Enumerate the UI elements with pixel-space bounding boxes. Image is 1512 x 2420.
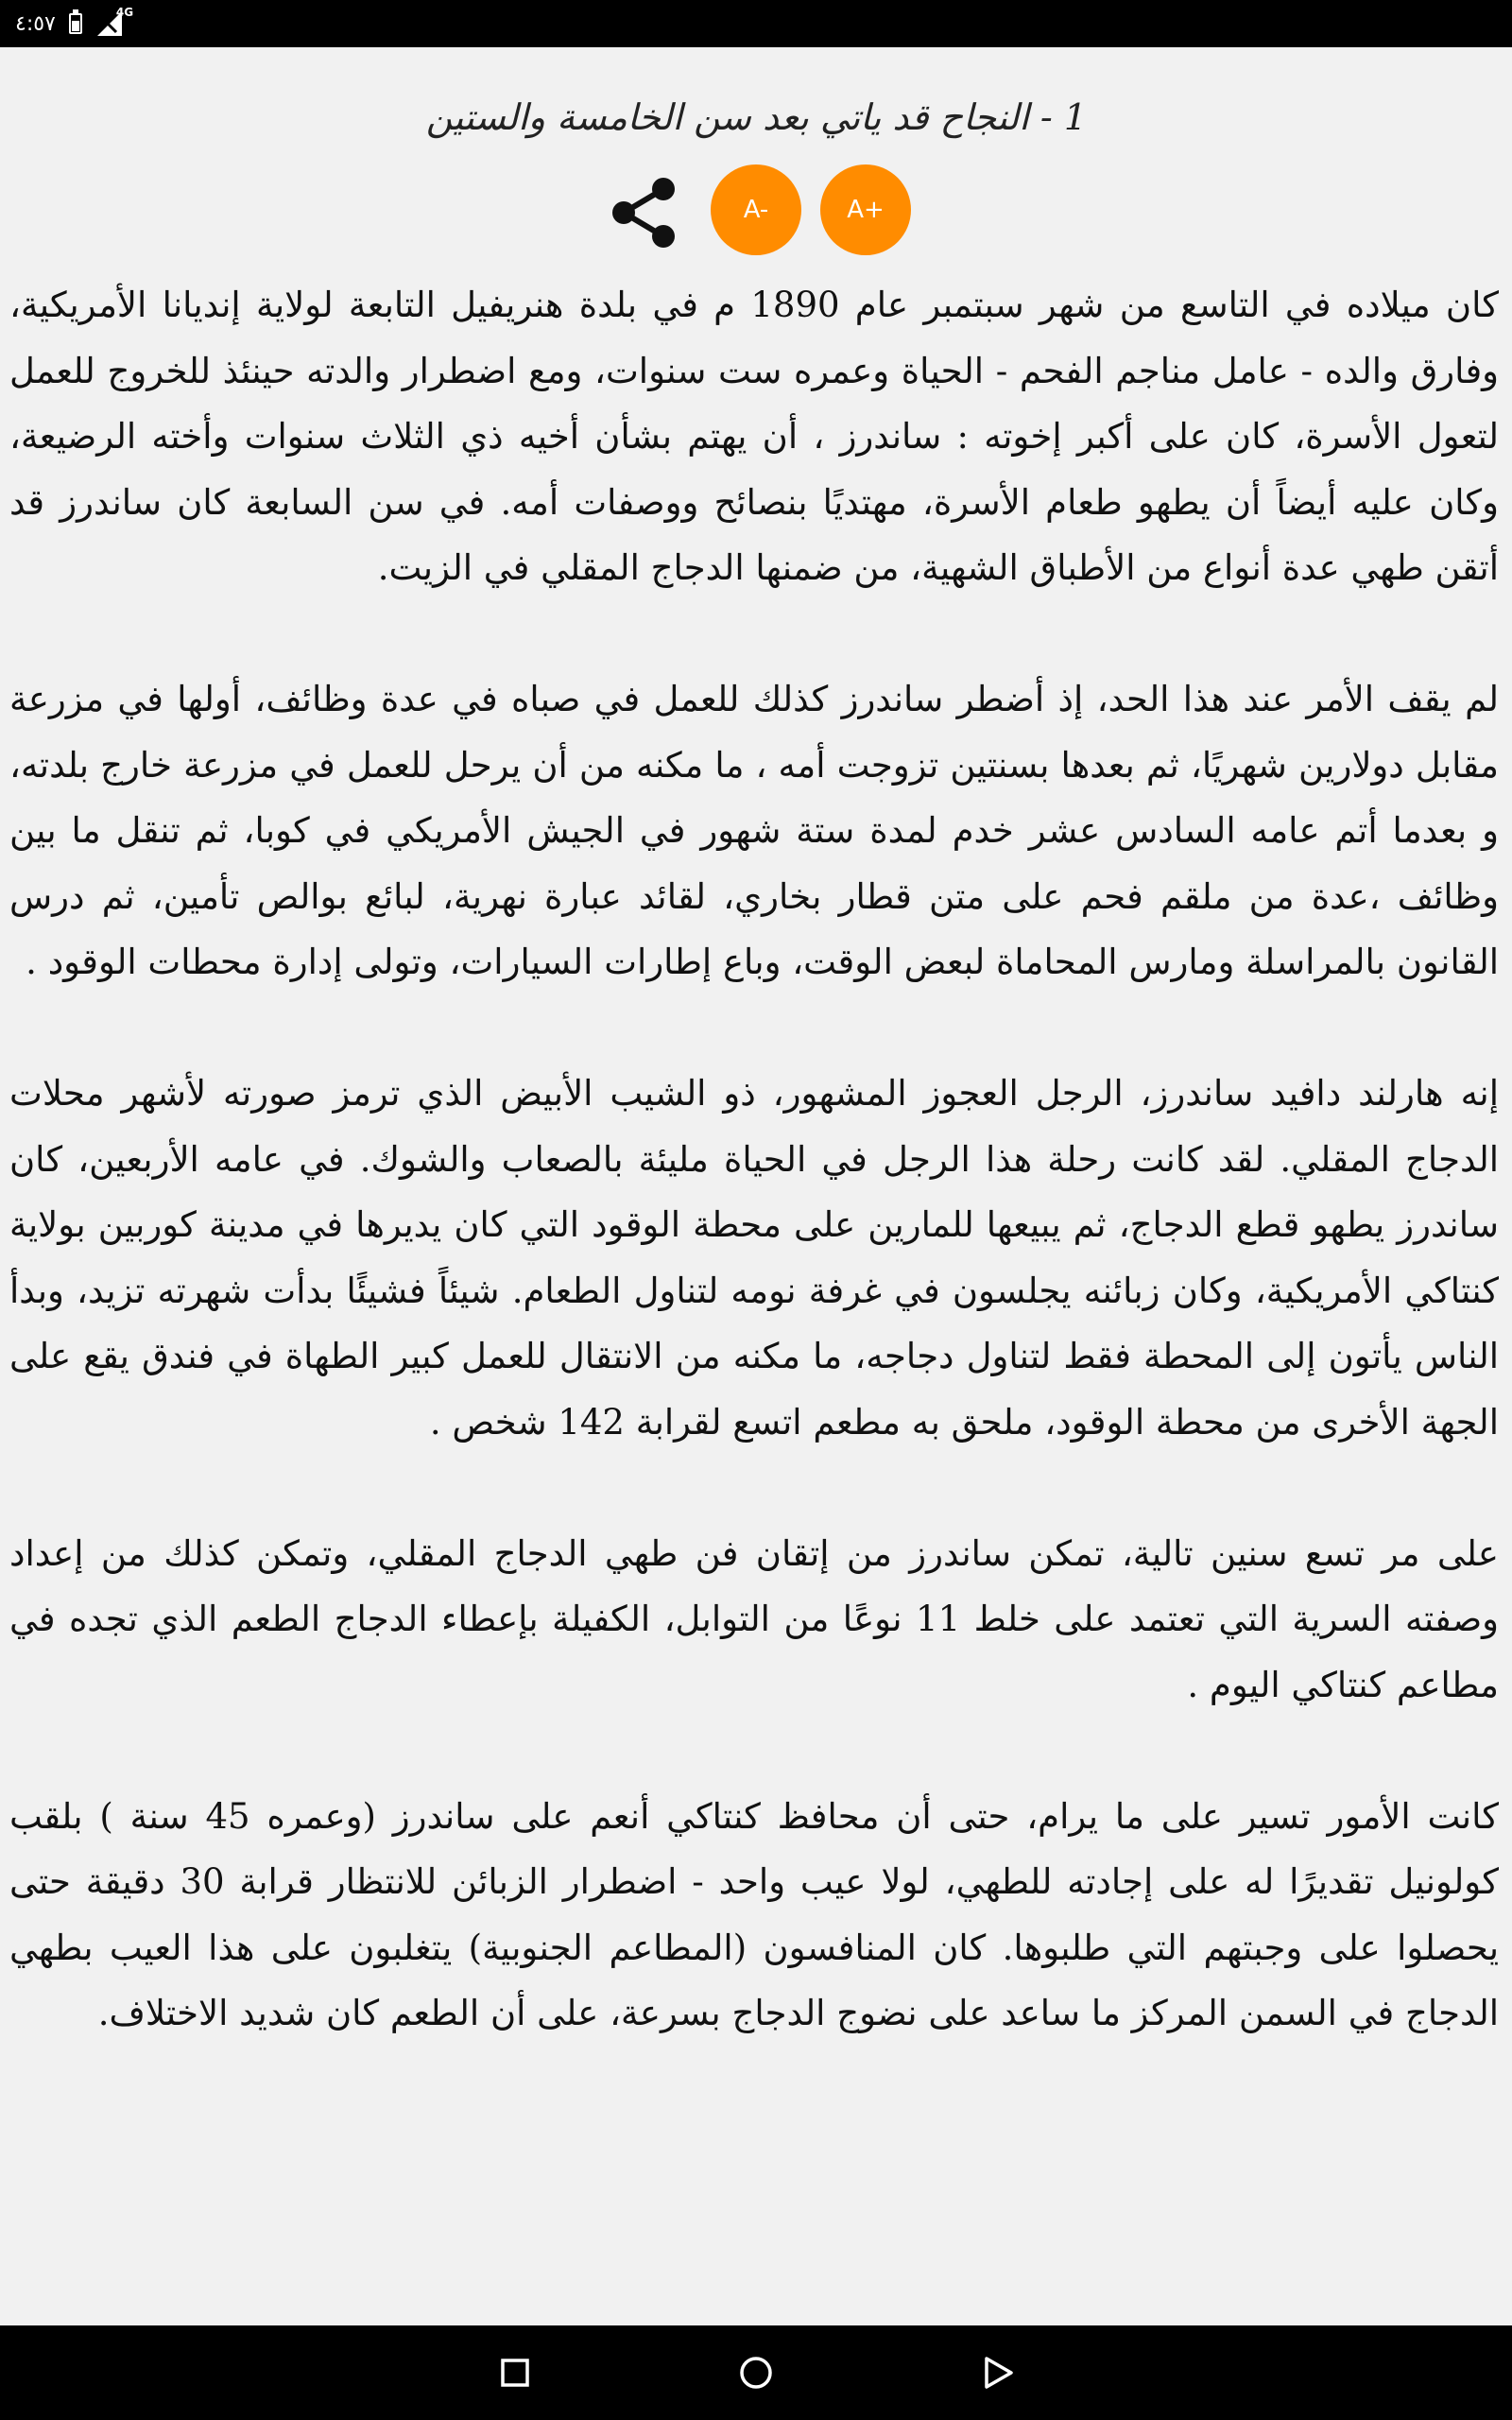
circle-icon — [732, 2349, 780, 2396]
article-title: 1 - النجاح قد ياتي بعد سن الخامسة والستين — [425, 96, 1087, 138]
back-button[interactable] — [973, 2349, 1021, 2396]
reader-toolbar — [605, 164, 917, 259]
share-button[interactable] — [605, 172, 686, 253]
article-paragraph: لم يقف الأمر عند هذا الحد، إذ أضطر ساندرز كذلك للعمل في صباه في عدة وظائف، أولها في مزرعة مقابل دولارين شهريًا، ثم بعدها بسنتين تزوجت أمه ، ما مكنه من أن يرحل للعمل في مزرعة خارج بلدته، و بعدما أتم عامه السادس عشر خدم لمدة ستة شهور في الجيش الأمريكي في كوبا، ثم تنقل ما بين وظائف ،عدة من ملقم فحم على متن قطار بخاري، لقائد عبارة نهرية، لبائع بوالص تأمين، ثم درس القانون بالمراسلة ومارس المحاماة لبعض الوقت، وباع إطارات السيارات، وتولى إدارة محطات الوقود . — [9, 679, 1499, 982]
clock: ٤:٥٧ — [15, 11, 56, 36]
article-paragraph: على مر تسع سنين تالية، تمكن ساندرز من إتقان فن طهي الدجاج المقلي، وتمكن كذلك من إعداد وصفته السرية التي تعتمد على خلط 11 نوعًا من التوابل، الكفيلة بإعطاء الدجاج الطعم الذي تجده في مطاعم كنتاكي اليوم . — [9, 1532, 1499, 1705]
status-bar — [0, 0, 1512, 47]
status-left — [15, 0, 134, 47]
signal-icon — [95, 6, 134, 38]
recent-apps-button[interactable] — [491, 2349, 539, 2396]
font-decrease-button[interactable]: A- — [711, 164, 801, 255]
triangle-icon — [973, 2349, 1021, 2396]
article-body — [9, 272, 1499, 2112]
font-increase-button[interactable]: A+ — [820, 164, 911, 255]
battery-icon — [69, 13, 82, 34]
article-screen — [0, 47, 1512, 2325]
square-icon — [491, 2349, 539, 2396]
home-button[interactable] — [732, 2349, 780, 2396]
share-icon — [605, 172, 686, 253]
network-label: 4G — [115, 6, 134, 19]
article-paragraph: كان ميلاده في التاسع من شهر سبتمبر عام 1890 م في بلدة هنريفيل التابعة لولاية إنديانا الأمريكية، وفارق والده - عامل مناجم الفحم - الحياة وعمره ست سنوات، ومع اضطرار والدته حينئذ للخروج للعمل لتعول الأسرة، كان على أكبر إخوته : ساندرز ، أن يهتم بشأن أخيه ذي الثلاث سنوات وأخته الرضيعة، وكان عليه أيضاً أن يطهو طعام الأسرة، مهتديًا بنصائح ووصفات أمه. في سن السابعة كان ساندرز قد أتقن طهي عدة أنواع من الأطباق الشهية، من ضمنها الدجاج المقلي في الزيت. — [9, 285, 1499, 588]
article-paragraph: إنه هارلند دافيد ساندرز، الرجل العجوز المشهور، ذو الشيب الأبيض الذي ترمز صورته لأشهر محلات الدجاج المقلي. لقد كانت رحلة هذا الرجل في الحياة مليئة بالصعاب والشوك. في عامه الأربعين، كان ساندرز يطهو قطع الدجاج، ثم يبيعها للمارين على محطة الوقود التي كان يديرها في مدينة كوربين بولاية كنتاكي الأمريكية، وكان زبائنه يجلسون في غرفة نومه لتناول الطعام. شيئاً فشيئًا بدأت شهرته تزيد، وبدأ الناس يأتون إلى المحطة فقط لتناول دجاجه، ما مكنه من الانتقال للعمل كبير الطهاة في فندق يقع على الجهة الأخرى من محطة الوقود، ملحق به مطعم اتسع لقرابة 142 شخص . — [9, 1073, 1499, 1443]
navigation-bar — [0, 2325, 1512, 2420]
article-paragraph: كانت الأمور تسير على ما يرام، حتى أن محافظ كنتاكي أنعم على ساندرز (وعمره 45 سنة ) بلقب كولونيل تقديرًا له على إجادته للطهي، لولا عيب واحد - اضطرار الزبائن للانتظار قرابة 30 دقيقة حتى يحصلوا على وجبتهم التي طلبوها. كان المنافسون (المطاعم الجنوبية) يتغلبون على هذا العيب بطهي الدجاج في السمن المركز ما ساعد على نضوج الدجاج بسرعة، على أن الطعم كان شديد الاختلاف. — [9, 1795, 1499, 2033]
